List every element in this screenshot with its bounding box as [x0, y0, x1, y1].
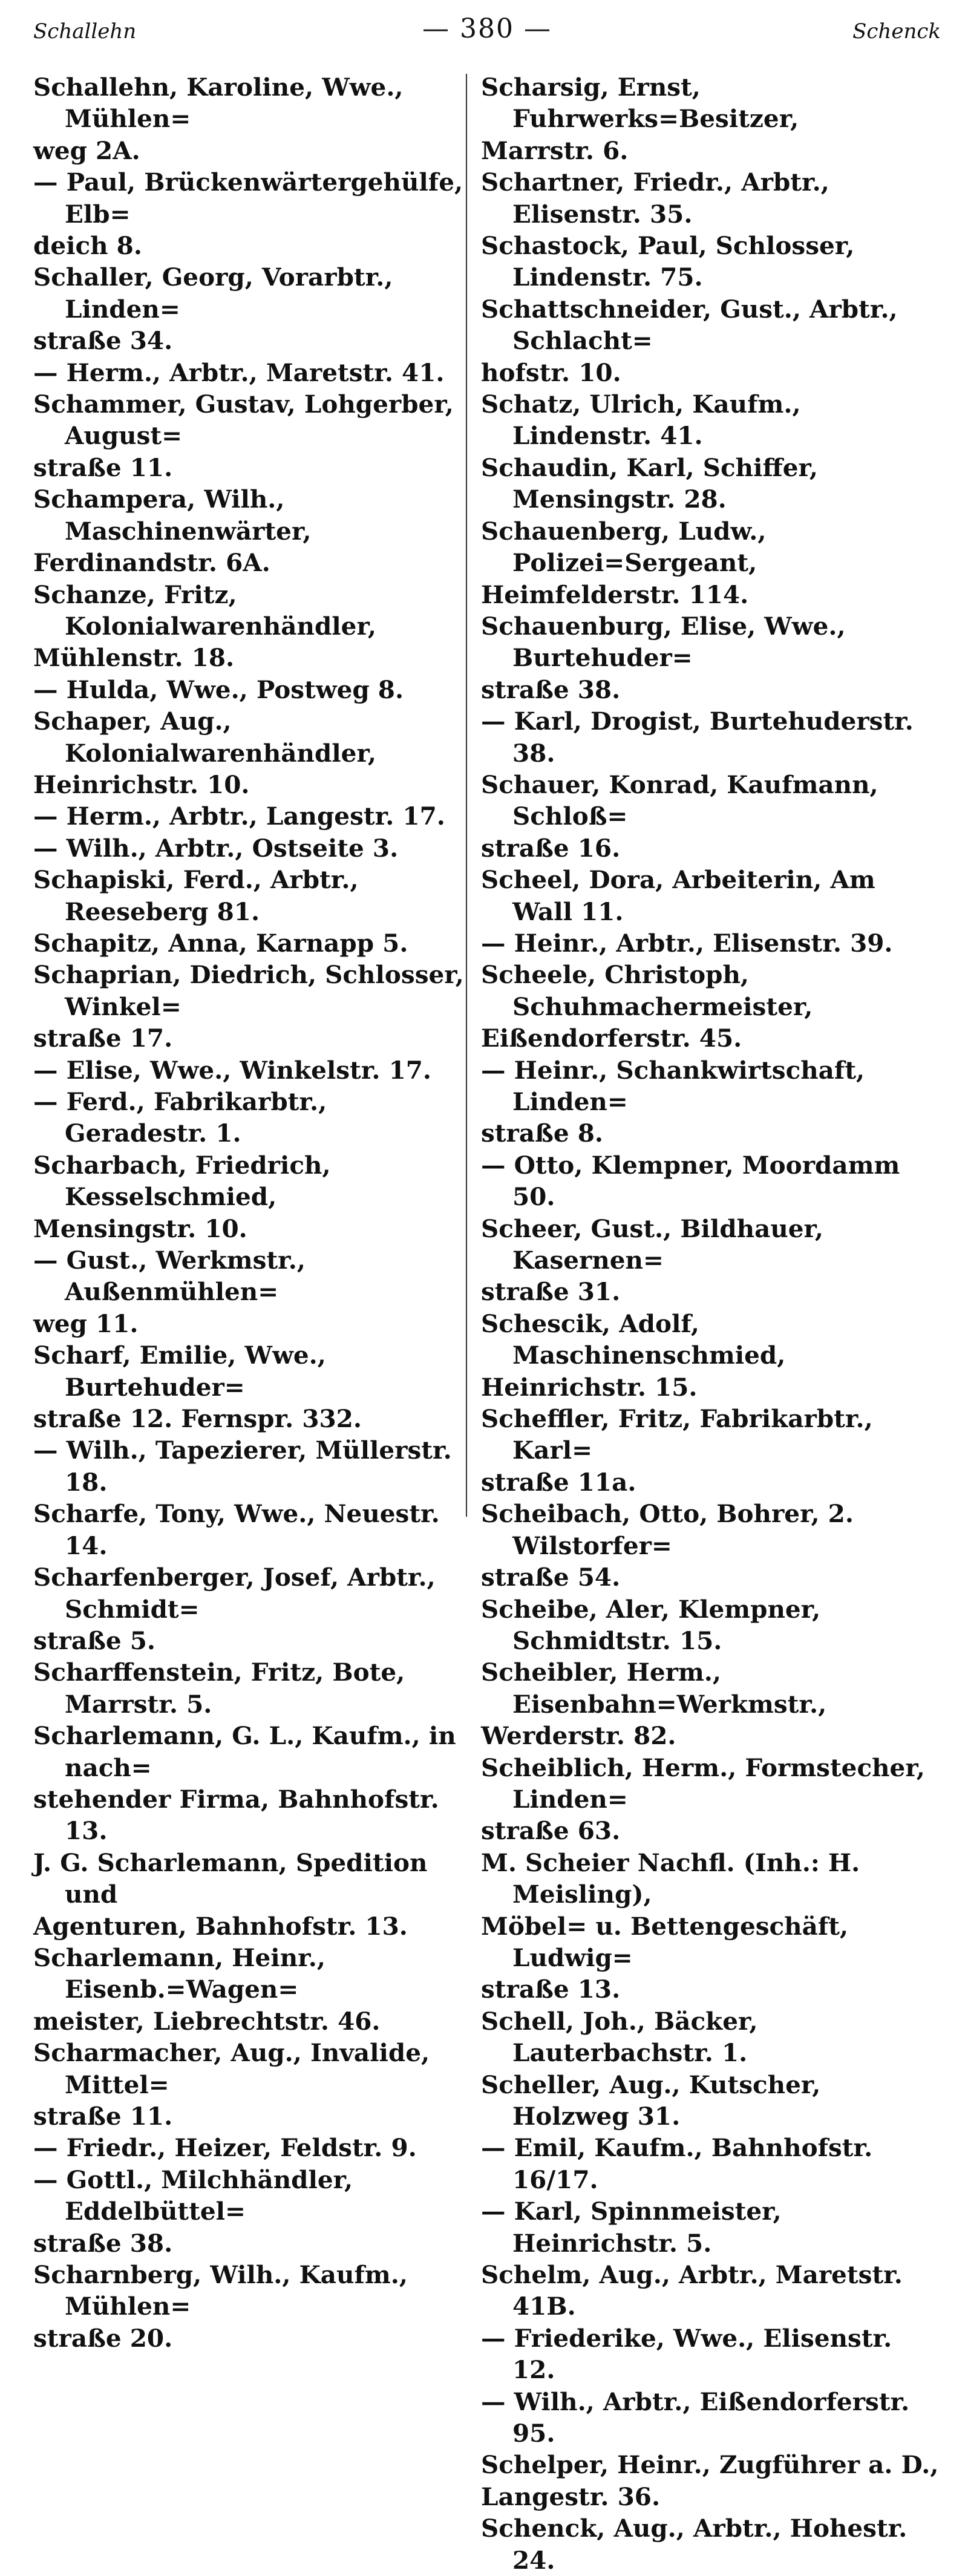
entry-line: Scharsig, Ernst, Fuhrwerks=Besitzer, [481, 73, 799, 134]
directory-entry [33, 1434, 475, 1498]
entry-line: — Friedr., Heizer, Feldstr. 9. [33, 2133, 417, 2163]
entry-line: — Heinr., Schankwirtschaft, Linden= [481, 1055, 865, 1116]
entry-line: Mühlenstr. 18. [33, 643, 235, 673]
directory-entry [481, 515, 941, 610]
entry-line: — Friederike, Wwe., Elisenstr. 12. [481, 2323, 892, 2385]
directory-entry [33, 1847, 475, 1942]
directory-entry [481, 927, 941, 959]
entry-line: Schenck, Aug., Arbtr., Hohestr. 24. [481, 2514, 908, 2575]
column-divider [466, 74, 467, 1517]
entry-line: — Herm., Arbtr., Maretstr. 41. [33, 358, 445, 387]
entry-line: Scharbach, Friedrich, Kesselschmied, [33, 1150, 331, 1212]
entry-line: Eißendorferstr. 45. [481, 1024, 742, 1053]
entry-line: Schaprian, Diedrich, Schlosser, Winkel= [33, 960, 464, 1021]
directory-entry [33, 1054, 475, 1086]
running-head [33, 13, 941, 47]
entry-line: — Paul, Brückenwärtergehülfe, Elb= [33, 168, 463, 229]
entry-line: Scheffler, Fritz, Fabrikarbtr., Karl= [481, 1404, 873, 1465]
directory-entry [481, 293, 941, 388]
entry-line: straße 38. [33, 2228, 173, 2258]
directory-entry [33, 864, 475, 927]
directory-entry [481, 452, 941, 515]
directory-entry [33, 1720, 475, 1847]
directory-entry [481, 388, 941, 452]
entry-line: Scharfe, Tony, Wwe., Neuestr. 14. [33, 1499, 440, 1560]
entry-line: Möbel= u. Bettengeschäft, Ludwig= [481, 1911, 849, 1972]
directory-entry [481, 230, 941, 293]
entry-line: — Heinr., Arbtr., Elisenstr. 39. [481, 928, 893, 958]
directory-entry [33, 2132, 475, 2163]
directory-entry [481, 1498, 941, 1593]
entry-line: Schauenburg, Elise, Wwe., Burtehuder= [481, 611, 846, 673]
directory-entry [33, 1149, 475, 1244]
entry-line: straße 13. [481, 1975, 621, 2004]
entry-line: straße 11. [33, 2102, 173, 2131]
entry-line: straße 11a. [481, 1467, 636, 1497]
directory-entry [481, 2195, 941, 2259]
entry-line: Schaper, Aug., Kolonialwarenhändler, [33, 707, 376, 768]
page-number: — 380 — [422, 13, 552, 44]
right-column [481, 71, 941, 2576]
directory-entry [481, 2069, 941, 2133]
directory-entry [33, 2164, 475, 2259]
entry-line: straße 63. [481, 1816, 621, 1846]
directory-entry [33, 800, 475, 832]
directory-entry [33, 1561, 475, 1656]
entry-line: Scharmacher, Aug., Invalide, Mittel= [33, 2038, 430, 2099]
entry-line: Schampera, Wilh., Maschinenwärter, [33, 485, 312, 546]
entry-line: Schartner, Friedr., Arbtr., Elisenstr. 35. [481, 168, 829, 229]
directory-entry [481, 610, 941, 705]
entry-line: straße 8. [481, 1119, 604, 1148]
directory-entry [481, 705, 941, 769]
entry-line: stehender Firma, Bahnhofstr. 13. [33, 1784, 439, 1846]
directory-entry [481, 864, 941, 927]
entry-line: Marrstr. 6. [481, 136, 629, 165]
directory-entry [481, 2386, 941, 2450]
directory-entry [33, 261, 475, 356]
entry-line: Scharlemann, Heinr., Eisenb.=Wagen= [33, 1943, 325, 2004]
entry-line: — Herm., Arbtr., Langestr. 17. [33, 802, 445, 831]
directory-entry [33, 71, 475, 166]
directory-entry [481, 2132, 941, 2195]
directory-entry [481, 1656, 941, 1751]
directory-entry [33, 1498, 475, 1561]
entry-line: Scharf, Emilie, Wwe., Burtehuder= [33, 1341, 326, 1402]
entry-line: Heimfelderstr. 114. [481, 580, 749, 609]
entry-line: Schammer, Gustav, Lohgerber, August= [33, 390, 454, 451]
entry-line: Schallehn, Karoline, Wwe., Mühlen= [33, 73, 404, 134]
directory-entry [33, 1086, 475, 1149]
entry-line: weg 2A. [33, 136, 140, 165]
entry-line: Schapiski, Ferd., Arbtr., Reeseberg 81. [33, 865, 359, 926]
entry-line: — Wilh., Tapezierer, Müllerstr. 18. [33, 1436, 452, 1497]
entry-line: straße 34. [33, 326, 173, 356]
directory-entry [33, 388, 475, 483]
entry-line: Scheele, Christoph, Schuhmachermeister, [481, 960, 813, 1021]
entry-line: deich 8. [33, 231, 142, 261]
entry-line: — Hulda, Wwe., Postweg 8. [33, 675, 404, 704]
entry-line: Scheibler, Herm., Eisenbahn=Werkmstr., [481, 1658, 827, 1719]
entry-line: Werderstr. 82. [481, 1721, 676, 1751]
entry-line: Scheel, Dora, Arbeiterin, Am Wall 11. [481, 865, 875, 926]
entry-line: Langestr. 36. [481, 2482, 661, 2511]
entry-line: Scharffenstein, Fritz, Bote, Marrstr. 5. [33, 1658, 405, 1719]
directory-entry [481, 2259, 941, 2323]
directory-entry [33, 1942, 475, 2037]
directory-entry [33, 705, 475, 800]
entry-line: — Wilh., Arbtr., Eißendorferstr. 95. [481, 2387, 910, 2448]
directory-entry [33, 959, 475, 1054]
directory-entry [33, 166, 475, 261]
directory-entry [33, 1244, 475, 1339]
directory-entry [481, 1752, 941, 1847]
entry-line: straße 54. [481, 1563, 621, 1592]
directory-entry [481, 769, 941, 864]
entry-line: Schaller, Georg, Vorarbtr., Linden= [33, 263, 393, 324]
directory-entry [33, 2259, 475, 2354]
directory-entry [33, 357, 475, 388]
directory-entry [33, 674, 475, 705]
entry-line: Schescik, Adolf, Maschinenschmied, [481, 1309, 786, 1370]
entry-line: Scharnberg, Wilh., Kaufm., Mühlen= [33, 2260, 408, 2321]
entry-line: Schelper, Heinr., Zugführer a. D., [481, 2450, 939, 2480]
header-last-entry: Schenck [852, 19, 941, 44]
entry-line: meister, Liebrechtstr. 46. [33, 2006, 381, 2036]
entry-line: straße 12. Fernspr. 332. [33, 1404, 362, 1434]
directory-entry [33, 1339, 475, 1434]
directory-entry [481, 1149, 941, 1213]
entry-line: hofstr. 10. [481, 358, 621, 387]
entry-line: Heinrichstr. 15. [481, 1372, 698, 1402]
entry-line: Scharlemann, G. L., Kaufm., in nach= [33, 1721, 456, 1782]
entry-line: — Emil, Kaufm., Bahnhofstr. 16/17. [481, 2133, 873, 2194]
directory-entry [481, 2323, 941, 2386]
entry-line: — Ferd., Fabrikarbtr., Geradestr. 1. [33, 1087, 327, 1148]
directory-entry [481, 1847, 941, 2006]
entry-line: Schauer, Konrad, Kaufmann, Schloß= [481, 770, 878, 831]
entry-line: straße 11. [33, 453, 173, 482]
entry-line: Schastock, Paul, Schlosser, Lindenstr. 75. [481, 231, 855, 292]
entry-line: — Karl, Drogist, Burtehuderstr. 38. [481, 707, 914, 768]
entry-line: Schauenberg, Ludw., Polizei=Sergeant, [481, 516, 767, 578]
entry-line: straße 16. [481, 833, 621, 863]
entry-line: Scheer, Gust., Bildhauer, Kasernen= [481, 1214, 824, 1275]
entry-line: — Elise, Wwe., Winkelstr. 17. [33, 1055, 432, 1085]
entry-line: weg 11. [33, 1309, 139, 1338]
entry-line: Schatz, Ulrich, Kaufm., Lindenstr. 41. [481, 390, 801, 451]
entry-line: Heinrichstr. 10. [33, 770, 250, 799]
entry-line: J. G. Scharlemann, Spedition und [33, 1848, 428, 1909]
entry-line: M. Scheier Nachfl. (Inh.: H. Meisling), [481, 1848, 860, 1909]
directory-entry [481, 2449, 941, 2512]
directory-entry [33, 832, 475, 864]
entry-line: Mensingstr. 10. [33, 1214, 247, 1243]
directory-entry [481, 959, 941, 1054]
entry-line: Schattschneider, Gust., Arbtr., Schlacht= [481, 294, 898, 356]
entry-line: Agenturen, Bahnhofstr. 13. [33, 1911, 408, 1941]
entry-line: Scheller, Aug., Kutscher, Holzweg 31. [481, 2070, 821, 2131]
entry-line: Scheibach, Otto, Bohrer, 2. Wilstorfer= [481, 1499, 854, 1560]
directory-entry [33, 2037, 475, 2132]
entry-line: Scheibe, Aler, Klempner, Schmidtstr. 15. [481, 1594, 821, 1655]
directory-entry [481, 1403, 941, 1498]
left-column [33, 71, 475, 2354]
directory-entry [33, 483, 475, 578]
entry-line: — Gottl., Milchhändler, Eddelbüttel= [33, 2165, 353, 2226]
entry-line: Schapitz, Anna, Karnapp 5. [33, 928, 408, 958]
entry-line: Scharfenberger, Josef, Arbtr., Schmidt= [33, 1563, 436, 1624]
directory-entry [481, 1308, 941, 1403]
entry-line: Schelm, Aug., Arbtr., Maretstr. 41B. [481, 2260, 903, 2321]
directory-entry [33, 1656, 475, 1720]
directory-entry [33, 927, 475, 959]
entry-line: straße 38. [481, 675, 621, 704]
directory-entry [481, 2006, 941, 2069]
directory-entry [481, 71, 941, 166]
entry-line: Schell, Joh., Bäcker, Lauterbachstr. 1. [481, 2006, 758, 2068]
entry-line: Schanze, Fritz, Kolonialwarenhändler, [33, 580, 376, 641]
directory-entry [481, 1213, 941, 1308]
entry-line: straße 20. [33, 2323, 173, 2353]
entry-line: Scheiblich, Herm., Formstecher, Linden= [481, 1753, 925, 1814]
entry-line: straße 5. [33, 1626, 156, 1655]
entry-line: — Wilh., Arbtr., Ostseite 3. [33, 833, 399, 863]
entry-line: — Gust., Werkmstr., Außenmühlen= [33, 1246, 306, 1307]
directory-entry [481, 2512, 941, 2576]
directory-entry [481, 1594, 941, 1657]
entry-line: — Otto, Klempner, Moordamm 50. [481, 1150, 900, 1212]
directory-entry [481, 166, 941, 230]
entry-line: Schaudin, Karl, Schiffer, Mensingstr. 28. [481, 453, 818, 514]
header-first-entry: Schallehn [33, 19, 137, 44]
directory-entry [481, 1054, 941, 1149]
entry-line: — Karl, Spinnmeister, Heinrichstr. 5. [481, 2197, 782, 2258]
entry-line: straße 17. [33, 1024, 173, 1053]
directory-entry [33, 579, 475, 674]
entry-line: Ferdinandstr. 6A. [33, 548, 270, 578]
entry-line: straße 31. [481, 1277, 621, 1307]
